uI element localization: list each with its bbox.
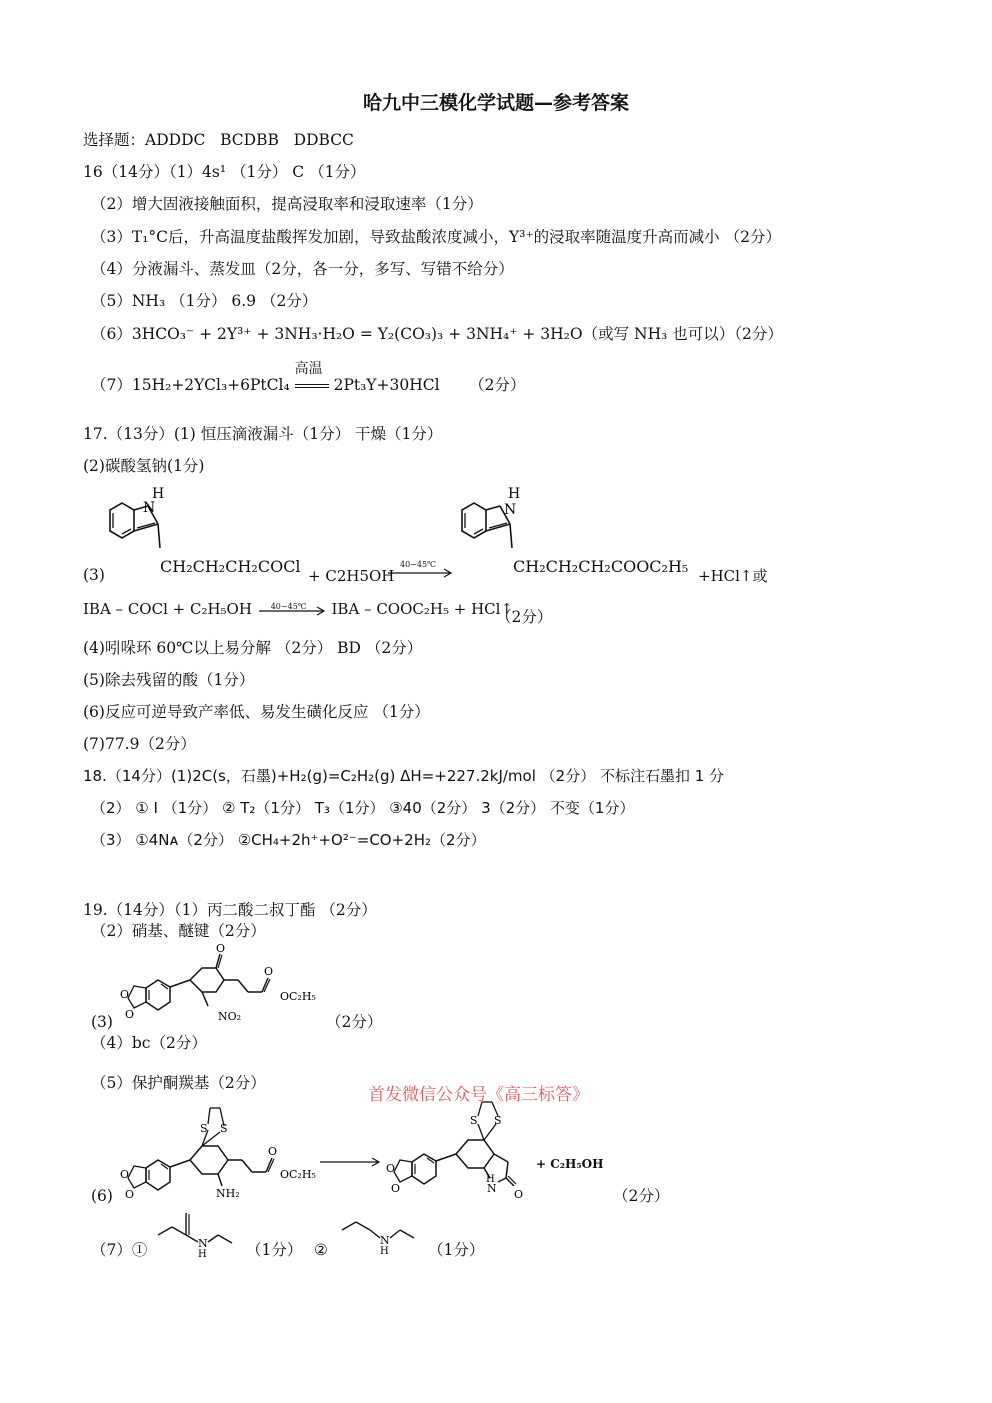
- q16-line7: [91, 361, 526, 395]
- reaction-condition: 40~45℃: [400, 560, 437, 569]
- q16-l7-left: （7）15H₂+2YCl₃+6PtCl₄: [91, 376, 290, 394]
- indole-product-structure: [452, 486, 532, 566]
- q16-line3: （3）T₁°C后，升高温度盐酸挥发加剧，导致盐酸浓度减小，Y³⁺的浸取率随温度升高而减小 （2分）: [91, 228, 781, 246]
- s-atom-1: S: [200, 1122, 208, 1135]
- product-chain: CH₂CH₂CH₂COOC₂H₅: [513, 557, 689, 576]
- s-atom-2: S: [220, 1122, 228, 1135]
- ethanol-byproduct: + C₂H₅OH: [536, 1157, 604, 1171]
- lactam-h: H: [486, 1174, 495, 1185]
- indole-reactant-structure: [100, 486, 180, 566]
- amine-structure: [338, 1210, 428, 1260]
- q19-l7-choice2: ②: [314, 1241, 328, 1259]
- choice-answers: ADDDC BCDBB DDBCC: [145, 131, 354, 149]
- q16-line1: 16（14分）（1）4s¹ （1分） C （1分）: [83, 163, 366, 181]
- reaction-arrow: [386, 560, 454, 580]
- indole-n: N: [143, 500, 156, 516]
- q19-line2: （2）硝基、醚键（2分）: [91, 922, 266, 940]
- conversion-arrow: [318, 1155, 382, 1169]
- dithiolane-amine-structure: [120, 1100, 330, 1200]
- q19-line4: （4）bc（2分）: [91, 1034, 207, 1052]
- ester-oet: OC₂H₅: [280, 990, 316, 1003]
- q18-line3: （3） ①4Nᴀ（2分） ②CH₄+2h⁺+O²⁻=CO+2H₂（2分）: [91, 831, 486, 849]
- q18-line1: 18.（14分）(1)2C(s，石墨)+H₂(g)=C₂H₂(g) ΔH=+227.2kJ/mol （2分） 不标注石墨扣 1 分: [83, 767, 725, 785]
- q19-l7-label: （7）①: [91, 1241, 148, 1259]
- q16-line6: （6）3HCO₃⁻ + 2Y³⁺ + 3NH₃·H₂O = Y₂(CO₃)₃ + 3NH₄⁺ + 3H₂O（或写 NH₃ 也可以）（2分）: [91, 325, 783, 343]
- q17-line7: (7)77.9（2分）: [83, 735, 196, 753]
- q17-l3-label: (3): [83, 566, 105, 584]
- indole-product-n: N: [504, 502, 517, 518]
- amine-group: NH₂: [216, 1187, 240, 1200]
- ester-o: O: [264, 965, 274, 978]
- q17-line6: (6)反应可逆导致产率低、易发生磺化反应 （1分）: [83, 703, 430, 721]
- product-tail: +HCl↑或: [698, 567, 768, 585]
- alt-left: IBA – COCl + C₂H₅OH: [83, 600, 252, 618]
- s-atom-4: S: [494, 1114, 502, 1127]
- o-atom-4: O: [125, 1188, 135, 1200]
- lactam-o: O: [514, 1188, 524, 1201]
- q19-l6-score: （2分）: [613, 1187, 670, 1205]
- high-temp-label: 高温: [294, 361, 323, 377]
- q19-line5: （5）保护酮羰基（2分）: [91, 1074, 266, 1092]
- q17-line5: (5)除去残留的酸（1分）: [83, 671, 255, 689]
- alt-arrow: [257, 599, 327, 619]
- nitro-ester-structure: [120, 940, 330, 1030]
- watermark-text: 首发微信公众号《高三标答》: [368, 1085, 589, 1105]
- nitro-group: NO₂: [218, 1010, 242, 1023]
- q17-line4: (4)吲哚环 60℃以上易分解 （2分） BD （2分）: [83, 639, 423, 657]
- reagent-ethanol: + C2H5OH: [308, 567, 395, 585]
- o-atom-5: O: [386, 1162, 396, 1175]
- alt-condition: 40~45℃: [270, 602, 307, 611]
- ketone-o: O: [216, 942, 226, 955]
- q16-line5: （5）NH₃ （1分） 6.9 （2分）: [91, 292, 318, 310]
- q19-l6-label: (6): [91, 1187, 113, 1205]
- q16-line4: （4）分液漏斗、蒸发皿（2分，各一分，多写、写错不给分）: [91, 260, 514, 278]
- s-atom-3: S: [470, 1114, 478, 1127]
- amide-structure: [150, 1205, 240, 1260]
- q18-line2: （2） ① Ⅰ （1分） ② T₂（1分） T₃（1分） ③40（2分） 3（2分） 不变（1分）: [91, 799, 635, 817]
- q16-l7-right: 2Pt₃Y+30HCl （2分）: [333, 376, 526, 394]
- amide-h: H: [198, 1249, 207, 1260]
- amine-n: N: [380, 1234, 390, 1247]
- q16-line2: （2）增大固液接触面积，提高浸取率和浸取速率（1分）: [91, 195, 483, 213]
- q17-alt-equation: [83, 599, 513, 619]
- q19-l7-score2: （1分）: [428, 1241, 485, 1259]
- lactam-n: N: [487, 1182, 497, 1195]
- reactant-chain: CH₂CH₂CH₂COCl: [160, 557, 301, 576]
- q19-l7-score1: （1分）: [246, 1241, 303, 1259]
- q17-line1: 17.（13分）(1) 恒压滴液漏斗（1分） 干燥（1分）: [83, 425, 443, 443]
- q17-l3-score: （2分）: [496, 608, 553, 626]
- q19-l3-score: （2分）: [326, 1013, 383, 1031]
- indole-product-h: H: [508, 486, 521, 502]
- choice-answers-line: [83, 130, 354, 150]
- o-atom-1: O: [120, 988, 130, 1001]
- ester-o-2: O: [268, 1145, 278, 1158]
- o-atom-6: O: [391, 1182, 401, 1195]
- q19-line1: 19.（14分）（1）丙二酸二叔丁酯 （2分）: [83, 901, 377, 919]
- page-title: 哈九中三模化学试题—参考答案: [362, 92, 629, 114]
- indole-h: H: [152, 486, 165, 502]
- high-temp-equals: [294, 361, 329, 395]
- q19-l3-label: (3): [91, 1013, 113, 1031]
- amine-h: H: [380, 1246, 389, 1257]
- alt-right: IBA – COOC₂H₅ + HCl↑: [331, 600, 514, 618]
- amide-n: N: [198, 1237, 208, 1250]
- q17-line2: (2)碳酸氢钠(1分): [83, 457, 205, 475]
- o-atom-2: O: [125, 1008, 135, 1021]
- o-atom-3: O: [120, 1168, 130, 1181]
- ester-oet-2: OC₂H₅: [280, 1168, 316, 1181]
- lactam-product-structure: [386, 1094, 536, 1204]
- choice-label: 选择题：: [83, 131, 146, 149]
